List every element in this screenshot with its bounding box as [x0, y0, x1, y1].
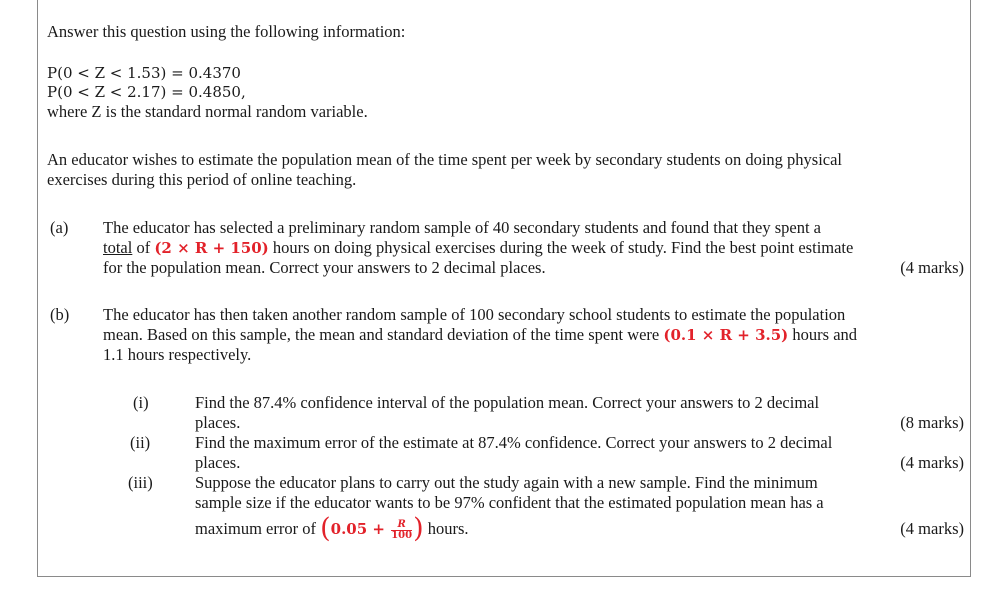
sub-iii-line-3: maximum error of (0.05 + $\frac{R}{100}$ ) hours. [195, 513, 469, 544]
sub-ii-line-2: places. [195, 453, 241, 472]
part-a-line-1: The educator has selected a preliminary random sample of 40 secondary students and found that they spent a [103, 218, 821, 237]
sub-iii-marks: (4 marks) [900, 519, 964, 538]
sub-i-line-2: places. [195, 413, 241, 432]
sub-ii-line-1: Find the maximum error of the estimate at 87.4% confidence. Correct your answers to 2 decimal [195, 433, 833, 452]
part-a-line-3: for the population mean. Correct your answers to 2 decimal places. [103, 258, 546, 277]
total-word: total [103, 238, 133, 257]
sub-ii-label: (ii) [130, 433, 151, 452]
part-a-label: (a) [50, 218, 69, 237]
part-b-line-3: 1.1 hours respectively. [103, 345, 252, 364]
probability-line-2: P(0 < Z < 2.17) = 0.4850, [47, 83, 246, 101]
intro-text: Answer this question using the following information: [47, 22, 406, 41]
r-over-100-fraction: $\frac{R}{100}$ [391, 518, 413, 541]
part-a-line-2: total of (2 × R + 150) hours on doing physical exercises during the week of study. Find the best point estimate [103, 238, 854, 257]
part-b-line-2: mean. Based on this sample, the mean and standard deviation of the time spent were (0.1 × R + 3.5) hours and [103, 325, 858, 344]
part-b-label: (b) [50, 305, 70, 324]
part-a-marks: (4 marks) [900, 258, 964, 277]
probability-line-1: P(0 < Z < 1.53) = 0.4370 [47, 64, 241, 82]
sub-iii-expression: (0.05 + $\frac{R}{100}$ ) [320, 513, 424, 544]
context-line-1: An educator wishes to estimate the population mean of the time spent per week by secondary students on doing physical [47, 150, 843, 169]
sub-iii-label: (iii) [128, 473, 153, 492]
sub-ii-marks: (4 marks) [900, 453, 964, 472]
sub-i-label: (i) [133, 393, 149, 412]
sub-iii-line-1: Suppose the educator plans to carry out the study again with a new sample. Find the minimum [195, 473, 818, 492]
part-a-expression: (2 × R + 150) [154, 239, 269, 257]
context-line-2: exercises during this period of online teaching. [47, 170, 357, 189]
standard-normal-note: where Z is the standard normal random variable. [47, 102, 368, 121]
part-b-expression: (0.1 × R + 3.5) [663, 326, 789, 344]
sub-i-line-1: Find the 87.4% confidence interval of the population mean. Correct your answers to 2 decimal [195, 393, 820, 412]
sub-iii-line-2: sample size if the educator wants to be 97% confident that the estimated population mean has a [195, 493, 824, 512]
part-b-line-1: The educator has then taken another random sample of 100 secondary school students to estimate the population [103, 305, 846, 324]
sub-i-marks: (8 marks) [900, 413, 964, 432]
